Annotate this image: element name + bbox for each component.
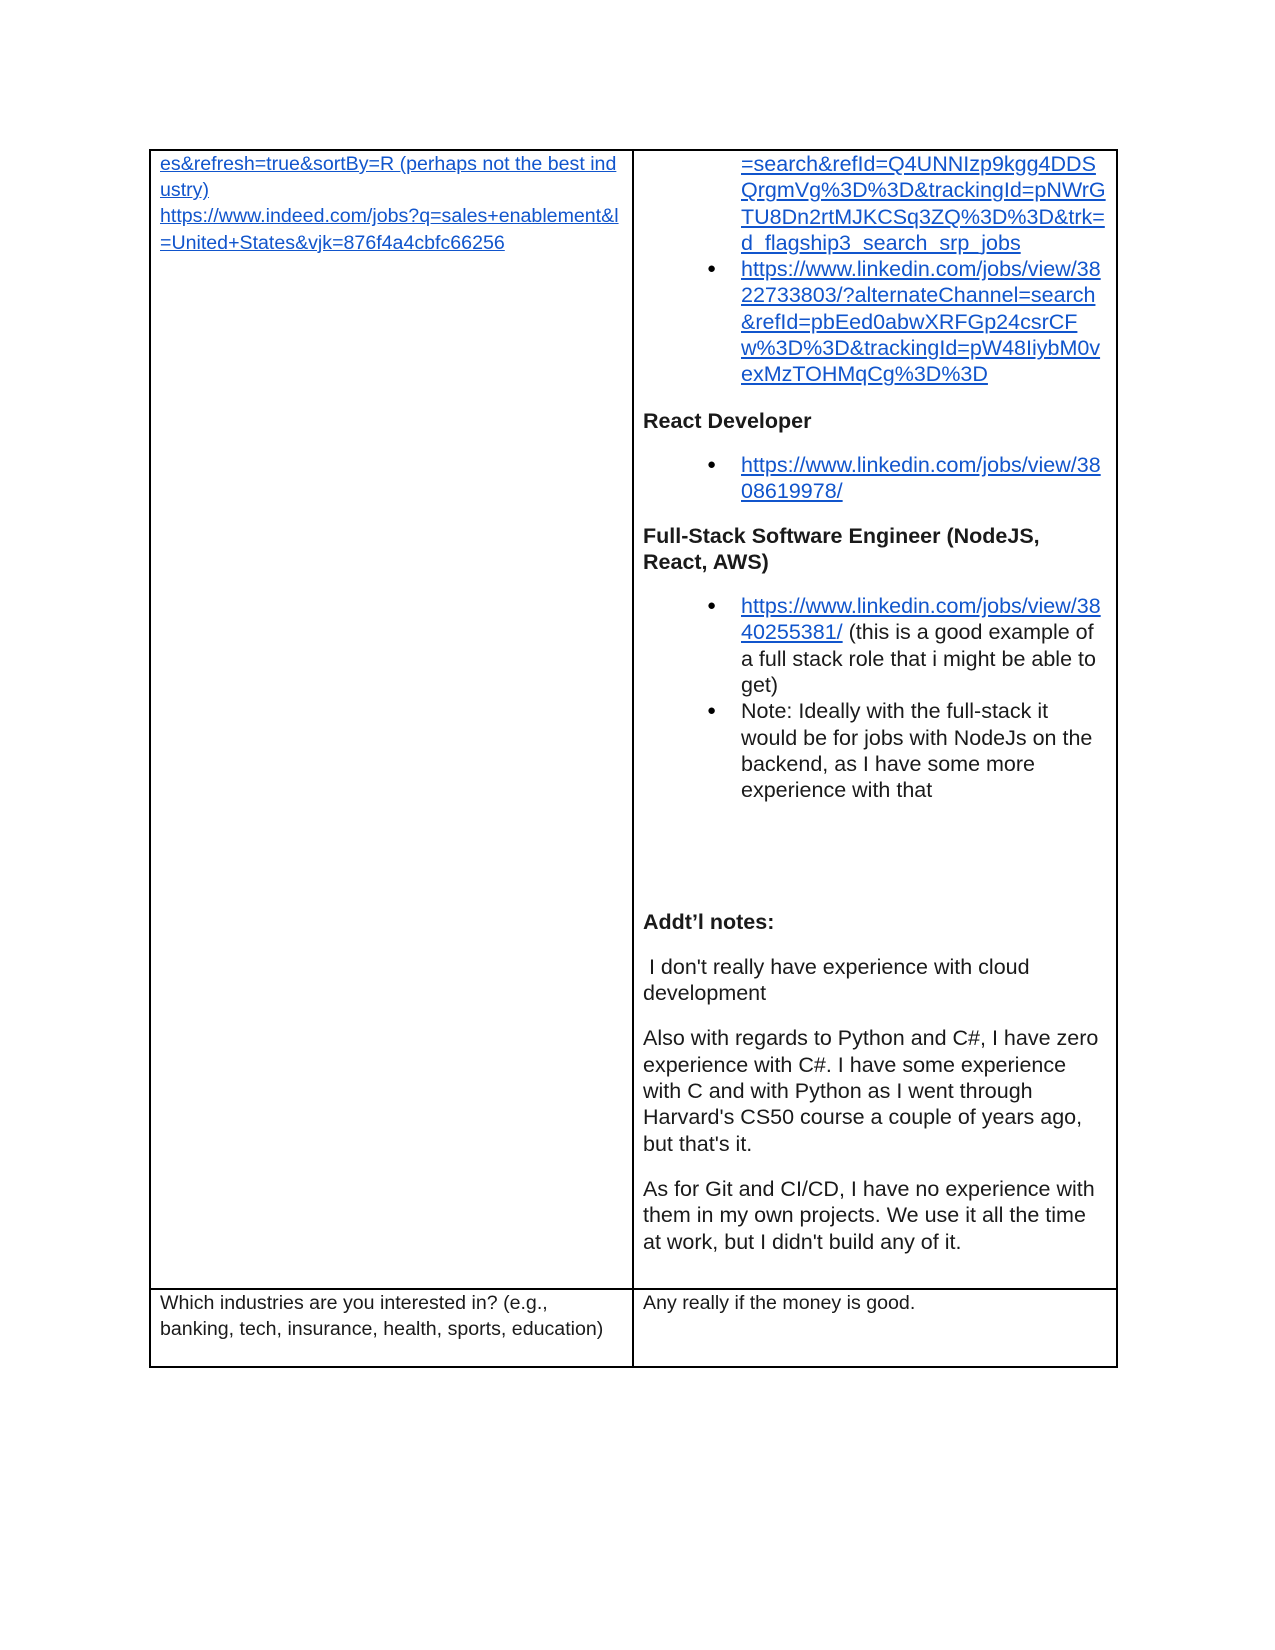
list-item <box>643 256 1108 387</box>
left-links <box>160 151 624 256</box>
linkedin-job-3840255381-link[interactable]: https://www.linkedin.com/jobs/view/3840255381/ <box>741 594 1101 645</box>
fullstack-links-list <box>643 593 1108 803</box>
indeed-sales-enablement-link[interactable]: https://www.indeed.com/jobs?q=sales+enablement&l=United+States&vjk=876f4a4cbfc66256 <box>160 205 619 254</box>
list-item <box>643 593 1108 698</box>
right-cell-job-links <box>633 150 1117 1289</box>
list-item <box>643 151 1108 256</box>
react-links-list <box>643 452 1108 505</box>
note-git-cicd: As for Git and CI/CD, I have no experience with them in my own projects. We use it all the time at work, but I didn't build any of it. <box>643 1176 1095 1254</box>
industries-row <box>150 1289 1117 1367</box>
react-developer-heading: React Developer <box>643 408 812 433</box>
note-python-csharp: Also with regards to Python and C#, I have zero experience with C#. I have some experience with C and with Python as I went through Harvard's CS50 course a couple of years ago, but that's it. <box>643 1026 1099 1156</box>
linkedin-link-continued[interactable]: =search&refId=Q4UNNIzp9kgg4DDSQrgmVg%3D%3D&trackingId=pNWrGTU8Dn2rtMJKCSq3ZQ%3D%3D&trk=d_flagship3_search_srp_jobs <box>741 152 1106 255</box>
indeed-link-continued[interactable]: es&refresh=true&sortBy=R (perhaps not the best industry) <box>160 153 617 202</box>
job-links-row <box>150 150 1117 1289</box>
left-cell-job-links <box>150 150 633 1289</box>
linkedin-links-list <box>643 151 1108 388</box>
questionnaire-table <box>149 149 1118 1368</box>
linkedin-job-3822733803-link[interactable]: https://www.linkedin.com/jobs/view/3822733803/?alternateChannel=search&refId=pbEed0abwXRFGp24csrCFw%3D%3D&trackingId=pW48IiybM0vexMzTOHMqCg%3D%3D <box>741 257 1101 387</box>
list-item <box>643 698 1108 803</box>
industries-answer-cell <box>633 1289 1117 1367</box>
fullstack-note: Note: Ideally with the full-stack it would be for jobs with NodeJs on the backend, as I have some more experience with that <box>741 699 1093 803</box>
list-item <box>643 452 1108 505</box>
industries-answer: Any really if the money is good. <box>643 1292 916 1314</box>
additional-notes-heading: Addt’l notes: <box>643 909 775 934</box>
industries-question: Which industries are you interested in? (e.g., banking, tech, insurance, health, sports, education) <box>160 1292 604 1341</box>
fullstack-heading: Full-Stack Software Engineer (NodeJS, React, AWS) <box>643 523 1040 574</box>
fullstack-comment: (this is a good example of a full stack role that i might be able to get) <box>741 620 1096 698</box>
linkedin-job-3808619978-link[interactable]: https://www.linkedin.com/jobs/view/3808619978/ <box>741 452 1101 504</box>
industries-question-cell <box>150 1289 633 1367</box>
note-cloud: I don't really have experience with cloud development <box>643 954 1036 1006</box>
